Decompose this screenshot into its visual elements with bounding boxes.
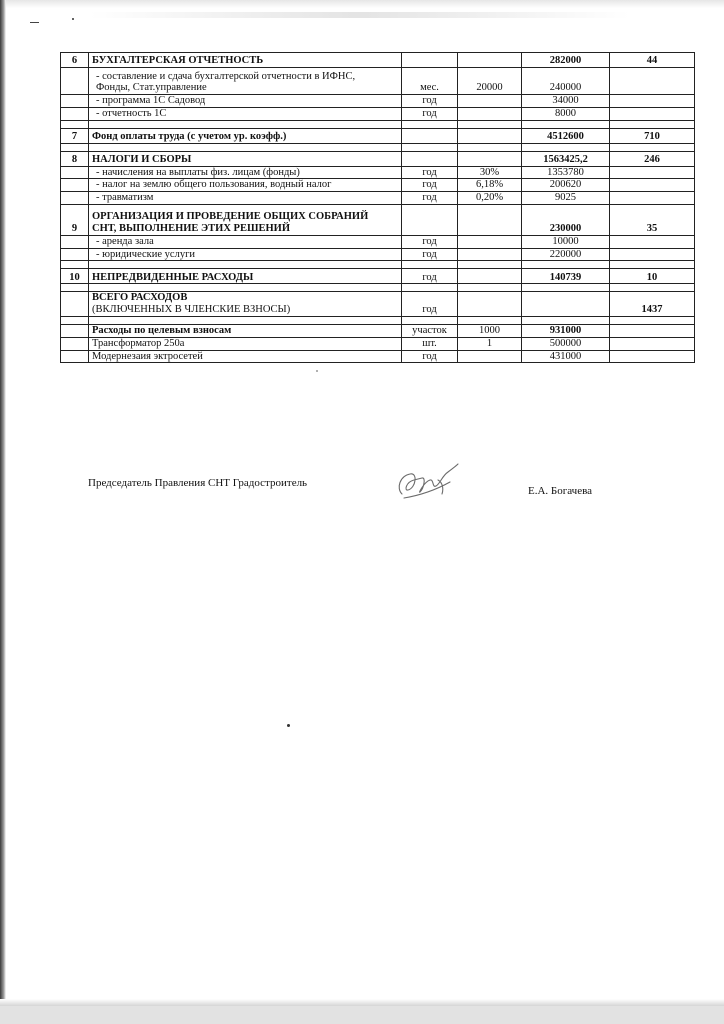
table-row [61,192,695,205]
row-rate-cell [458,248,522,261]
row-unit-cell: год [402,95,458,108]
empty-cell [402,284,458,292]
empty-cell [458,120,522,128]
row-share-cell: 246 [610,151,695,166]
empty-cell [458,284,522,292]
scan-speck [72,18,74,20]
row-share-cell: 35 [610,204,695,235]
row-name-line1: - составление и сдача бухгалтерской отчетности в ИФНС, [96,70,356,82]
row-name-cell: - травматизм [89,192,402,205]
empty-cell [458,316,522,324]
row-name-cell [89,68,402,95]
table-row [61,151,695,166]
empty-cell [61,143,89,151]
table-row [61,107,695,120]
empty-cell [610,120,695,128]
row-share-cell [610,235,695,248]
row-name-cell: - начисления на выплаты физ. лицам (фонды) [89,166,402,179]
row-name-cell [89,204,402,235]
row-number-cell [61,179,89,192]
row-sum-cell: 200620 [522,179,610,192]
empty-cell [522,284,610,292]
row-sum-cell: 282000 [522,53,610,68]
empty-cell [522,261,610,269]
row-name-cell: Трансформатор 250а [89,337,402,350]
row-number-cell [61,248,89,261]
row-unit-cell: шт. [402,337,458,350]
row-rate-cell [458,53,522,68]
scan-tick-mark [30,22,39,23]
row-rate-cell [458,350,522,363]
table-row [61,179,695,192]
row-unit-cell: год [402,192,458,205]
row-name-line2: СНТ, ВЫПОЛНЕНИЕ ЭТИХ РЕШЕНИЙ [92,223,290,234]
row-name-cell: - аренда зала [89,235,402,248]
table-row [61,235,695,248]
row-unit-cell [402,151,458,166]
empty-cell [402,143,458,151]
chairman-name: Е.А. Богачева [528,485,593,497]
row-share-cell [610,248,695,261]
row-name-cell: НАЛОГИ И СБОРЫ [89,151,402,166]
empty-cell [522,143,610,151]
row-sum-cell: 240000 [522,68,610,95]
table-row [61,269,695,284]
page-left-edge [0,0,6,1024]
empty-cell [61,284,89,292]
empty-cell [610,284,695,292]
row-share-cell [610,350,695,363]
empty-cell [61,261,89,269]
row-number-cell [61,235,89,248]
row-rate-cell [458,204,522,235]
empty-cell [89,120,402,128]
row-unit-cell: год [402,235,458,248]
empty-cell [89,261,402,269]
table-row [61,128,695,143]
table-row [61,248,695,261]
row-share-cell [610,324,695,337]
row-number-cell: 7 [61,128,89,143]
row-unit-cell: год [402,107,458,120]
row-rate-cell [458,292,522,317]
table-row [61,316,695,324]
row-name-cell: НЕПРЕДВИДЕННЫЕ РАСХОДЫ [89,269,402,284]
row-name-cell: - налог на землю общего пользования, водный налог [89,179,402,192]
row-share-cell [610,179,695,192]
row-sum-cell: 431000 [522,350,610,363]
row-number-cell [61,95,89,108]
row-name-cell: - отчетность 1С [89,107,402,120]
row-sum-cell: 9025 [522,192,610,205]
row-unit-cell: год [402,166,458,179]
row-number-cell: 6 [61,53,89,68]
row-number-cell [61,350,89,363]
row-name-cell: - программа 1С Садовод [89,95,402,108]
row-rate-cell [458,107,522,120]
empty-cell [458,261,522,269]
empty-cell [402,261,458,269]
empty-cell [402,120,458,128]
row-sum-cell: 220000 [522,248,610,261]
row-rate-cell: 30% [458,166,522,179]
row-unit-cell [402,128,458,143]
row-unit-cell [402,53,458,68]
budget-table-body [61,53,695,363]
empty-cell [522,316,610,324]
row-share-cell [610,68,695,95]
empty-cell [61,120,89,128]
empty-cell [402,316,458,324]
empty-cell [61,316,89,324]
row-sum-cell: 4512600 [522,128,610,143]
empty-cell [89,143,402,151]
row-sum-cell: 10000 [522,235,610,248]
row-rate-cell [458,128,522,143]
row-share-cell [610,166,695,179]
empty-cell [89,316,402,324]
signature-image [392,458,466,506]
row-sum-cell: 1353780 [522,166,610,179]
row-rate-cell: 1 [458,337,522,350]
table-row [61,166,695,179]
page-top-edge [0,0,724,8]
row-share-cell [610,337,695,350]
row-number-cell: 8 [61,151,89,166]
row-name-line2: (ВКЛЮЧЕННЫХ В ЧЛЕНСКИЕ ВЗНОСЫ) [92,304,291,315]
row-rate-cell [458,95,522,108]
row-sum-cell: 140739 [522,269,610,284]
row-rate-cell: 0,20% [458,192,522,205]
row-number-cell: 10 [61,269,89,284]
row-name-line1: ОРГАНИЗАЦИЯ И ПРОВЕДЕНИЕ ОБЩИХ СОБРАНИЙ [92,211,369,223]
table-row [61,53,695,68]
row-number-cell [61,192,89,205]
budget-table [60,52,695,363]
row-share-cell [610,192,695,205]
row-name-cell: БУХГАЛТЕРСКАЯ ОТЧЕТНОСТЬ [89,53,402,68]
row-rate-cell [458,269,522,284]
table-row [61,261,695,269]
row-unit-cell: год [402,248,458,261]
row-sum-cell: 230000 [522,204,610,235]
row-rate-cell: 20000 [458,68,522,95]
row-sum-cell: 8000 [522,107,610,120]
table-row [61,95,695,108]
row-name-cell [89,292,402,317]
row-sum-cell: 500000 [522,337,610,350]
scan-speck [316,370,318,372]
empty-cell [522,120,610,128]
row-name-cell: Фонд оплаты труда (с учетом ур. коэфф.) [89,128,402,143]
row-number-cell [61,107,89,120]
row-unit-cell: год [402,269,458,284]
row-rate-cell: 1000 [458,324,522,337]
row-sum-cell: 34000 [522,95,610,108]
chairman-label: Председатель Правления СНТ Градостроитель [88,477,308,489]
row-number-cell [61,324,89,337]
empty-cell [610,143,695,151]
row-sum-cell: 931000 [522,324,610,337]
row-name-cell: Расходы по целевым взносам [89,324,402,337]
row-share-cell [610,107,695,120]
row-share-cell [610,95,695,108]
table-row [61,284,695,292]
row-number-cell [61,292,89,317]
row-sum-cell [522,292,610,317]
row-unit-cell: год [402,292,458,317]
row-number-cell: 9 [61,204,89,235]
row-unit-cell: мес. [402,68,458,95]
row-number-cell [61,68,89,95]
row-number-cell [61,166,89,179]
table-row [61,292,695,317]
row-rate-cell [458,235,522,248]
row-share-cell: 10 [610,269,695,284]
empty-cell [610,261,695,269]
table-row [61,143,695,151]
table-row [61,204,695,235]
row-name-line2: Фонды, Стат.управление [96,82,207,94]
row-name-cell: - юридические услуги [89,248,402,261]
scan-speck [287,724,290,727]
table-row [61,324,695,337]
row-share-cell: 710 [610,128,695,143]
table-row [61,350,695,363]
page-bottom-edge [0,1006,724,1024]
row-number-cell [61,337,89,350]
table-row [61,120,695,128]
row-unit-cell: год [402,350,458,363]
empty-cell [458,143,522,151]
table-row [61,68,695,95]
row-share-cell: 44 [610,53,695,68]
row-rate-cell: 6,18% [458,179,522,192]
table-row [61,337,695,350]
row-rate-cell [458,151,522,166]
row-unit-cell [402,204,458,235]
empty-cell [89,284,402,292]
row-unit-cell: участок [402,324,458,337]
row-sum-cell: 1563425,2 [522,151,610,166]
empty-cell [610,316,695,324]
row-name-cell: Модернезаия эктросетей [89,350,402,363]
scan-artifact [90,12,630,18]
row-name-line1: ВСЕГО РАСХОДОВ [92,292,188,304]
row-unit-cell: год [402,179,458,192]
row-share-cell: 1437 [610,292,695,317]
